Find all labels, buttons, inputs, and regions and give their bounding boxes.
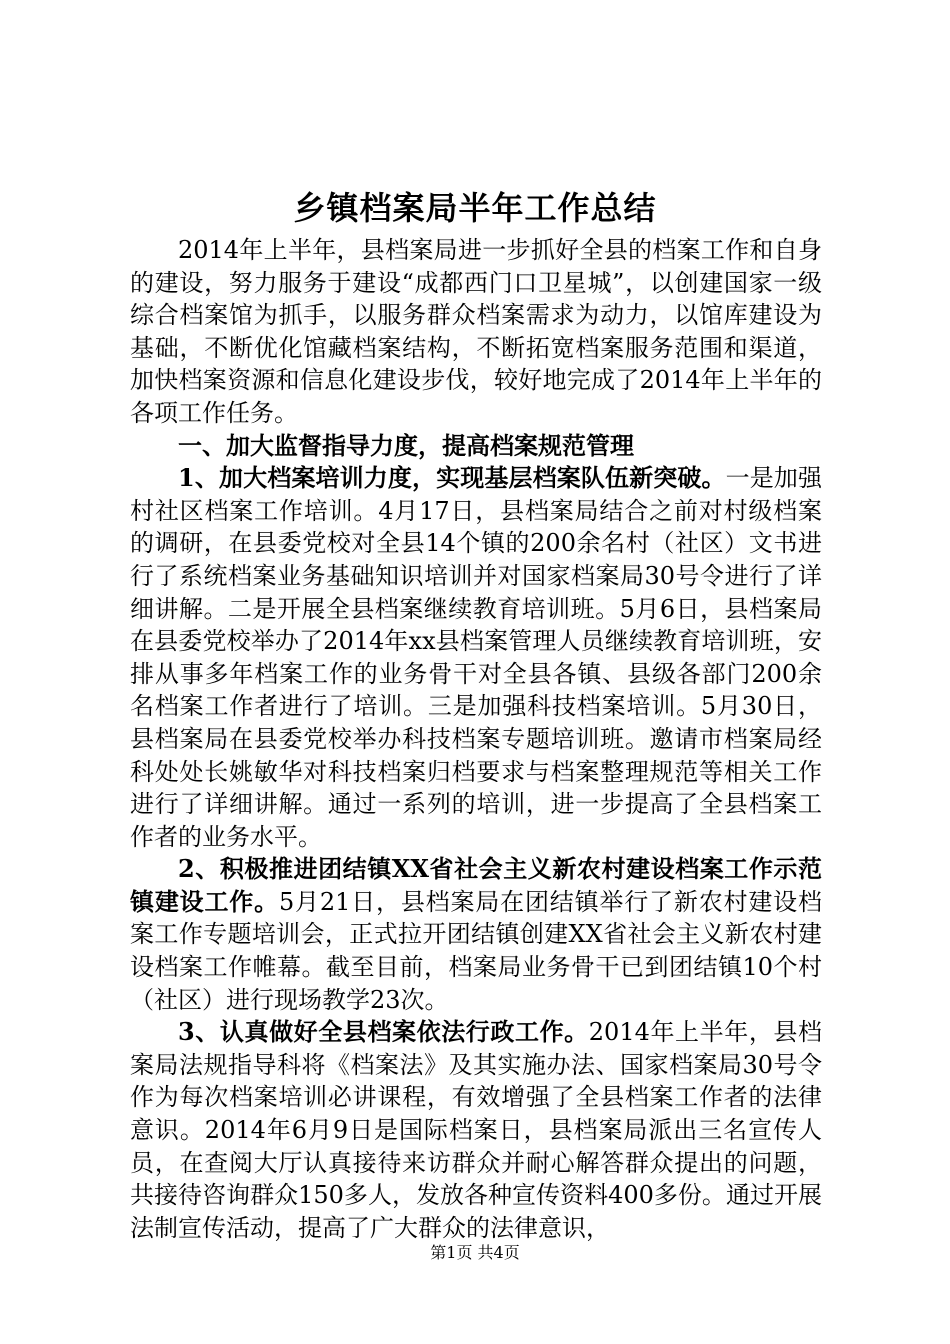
document-title: 乡镇档案局半年工作总结 bbox=[293, 189, 657, 227]
item-paragraph-2 bbox=[130, 853, 822, 1016]
item-lead-3: 3、认真做好全县档案依法行政工作。 bbox=[178, 1017, 589, 1047]
item-body-3: 2014年上半年，县档案局法规指导科将《档案法》及其实施办法、国家档案局30号令作为每次档案培训必讲课程，有效增强了全县档案工作者的法律意识。2014年6月9日是国际档案日，县档案局派出三名宣传人员，在查阅大厅认真接待来访群众并耐心解答群众提出的问题，共接待咨询群众150多人，发放各种宣传资料400多份。通过开展法制宣传活动，提高了广大群众的法律意识， bbox=[130, 1018, 823, 1242]
document-body bbox=[130, 234, 822, 1244]
item-lead-2: 2、积极推进团结镇XX省社会主义新农村建设档案工作示范镇建设工作。 bbox=[130, 854, 822, 916]
intro-paragraph: 2014年上半年，县档案局进一步抓好全县的档案工作和自身的建设，努力服务于建设“成都西门口卫星城”，以创建国家一级综合档案馆为抓手，以服务群众档案需求为动力，以馆库建设为基础，不断优化馆藏档案结构，不断拓宽档案服务范围和渠道，加快档案资源和信息化建设步伐，较好地完成了2014年上半年的各项工作任务。 bbox=[130, 236, 822, 427]
item-paragraph-3 bbox=[130, 1016, 822, 1244]
page-indicator: 第1页 共4页 bbox=[430, 1243, 520, 1262]
section-heading-1: 一、加大监督指导力度，提高档案规范管理 bbox=[178, 430, 634, 460]
item-lead-1: 1、加大档案培训力度，实现基层档案队伍新突破。 bbox=[178, 463, 726, 493]
item-body-1: 一是加强村社区档案工作培训。4月17日，县档案局结合之前对村级档案的调研，在县委党校对全县14个镇的200余名村（社区）文书进行了系统档案业务基础知识培训并对国家档案局30号令进行了详细讲解。二是开展全县档案继续教育培训班。5月6日，县档案局在县委党校举办了2014年xx县档案管理人员继续教育培训班，安排从事多年档案工作的业务骨干对全县各镇、县级各部门200余名档案工作者进行了培训。三是加强科技档案培训。5月30日，县档案局在县委党校举办科技档案专题培训班。邀请市档案局经科处处长姚敏华对科技档案归档要求与档案整理规范等相关工作进行了详细讲解。通过一系列的培训，进一步提高了全县档案工作者的业务水平。 bbox=[130, 464, 823, 851]
item-paragraph-1 bbox=[130, 462, 822, 853]
item-body-2: 5月21日，县档案局在团结镇举行了新农村建设档案工作专题培训会，正式拉开团结镇创建XX省社会主义新农村建设档案工作帷幕。截至目前，档案局业务骨干已到团结镇10个村（社区）进行现场教学23次。 bbox=[130, 887, 823, 1014]
